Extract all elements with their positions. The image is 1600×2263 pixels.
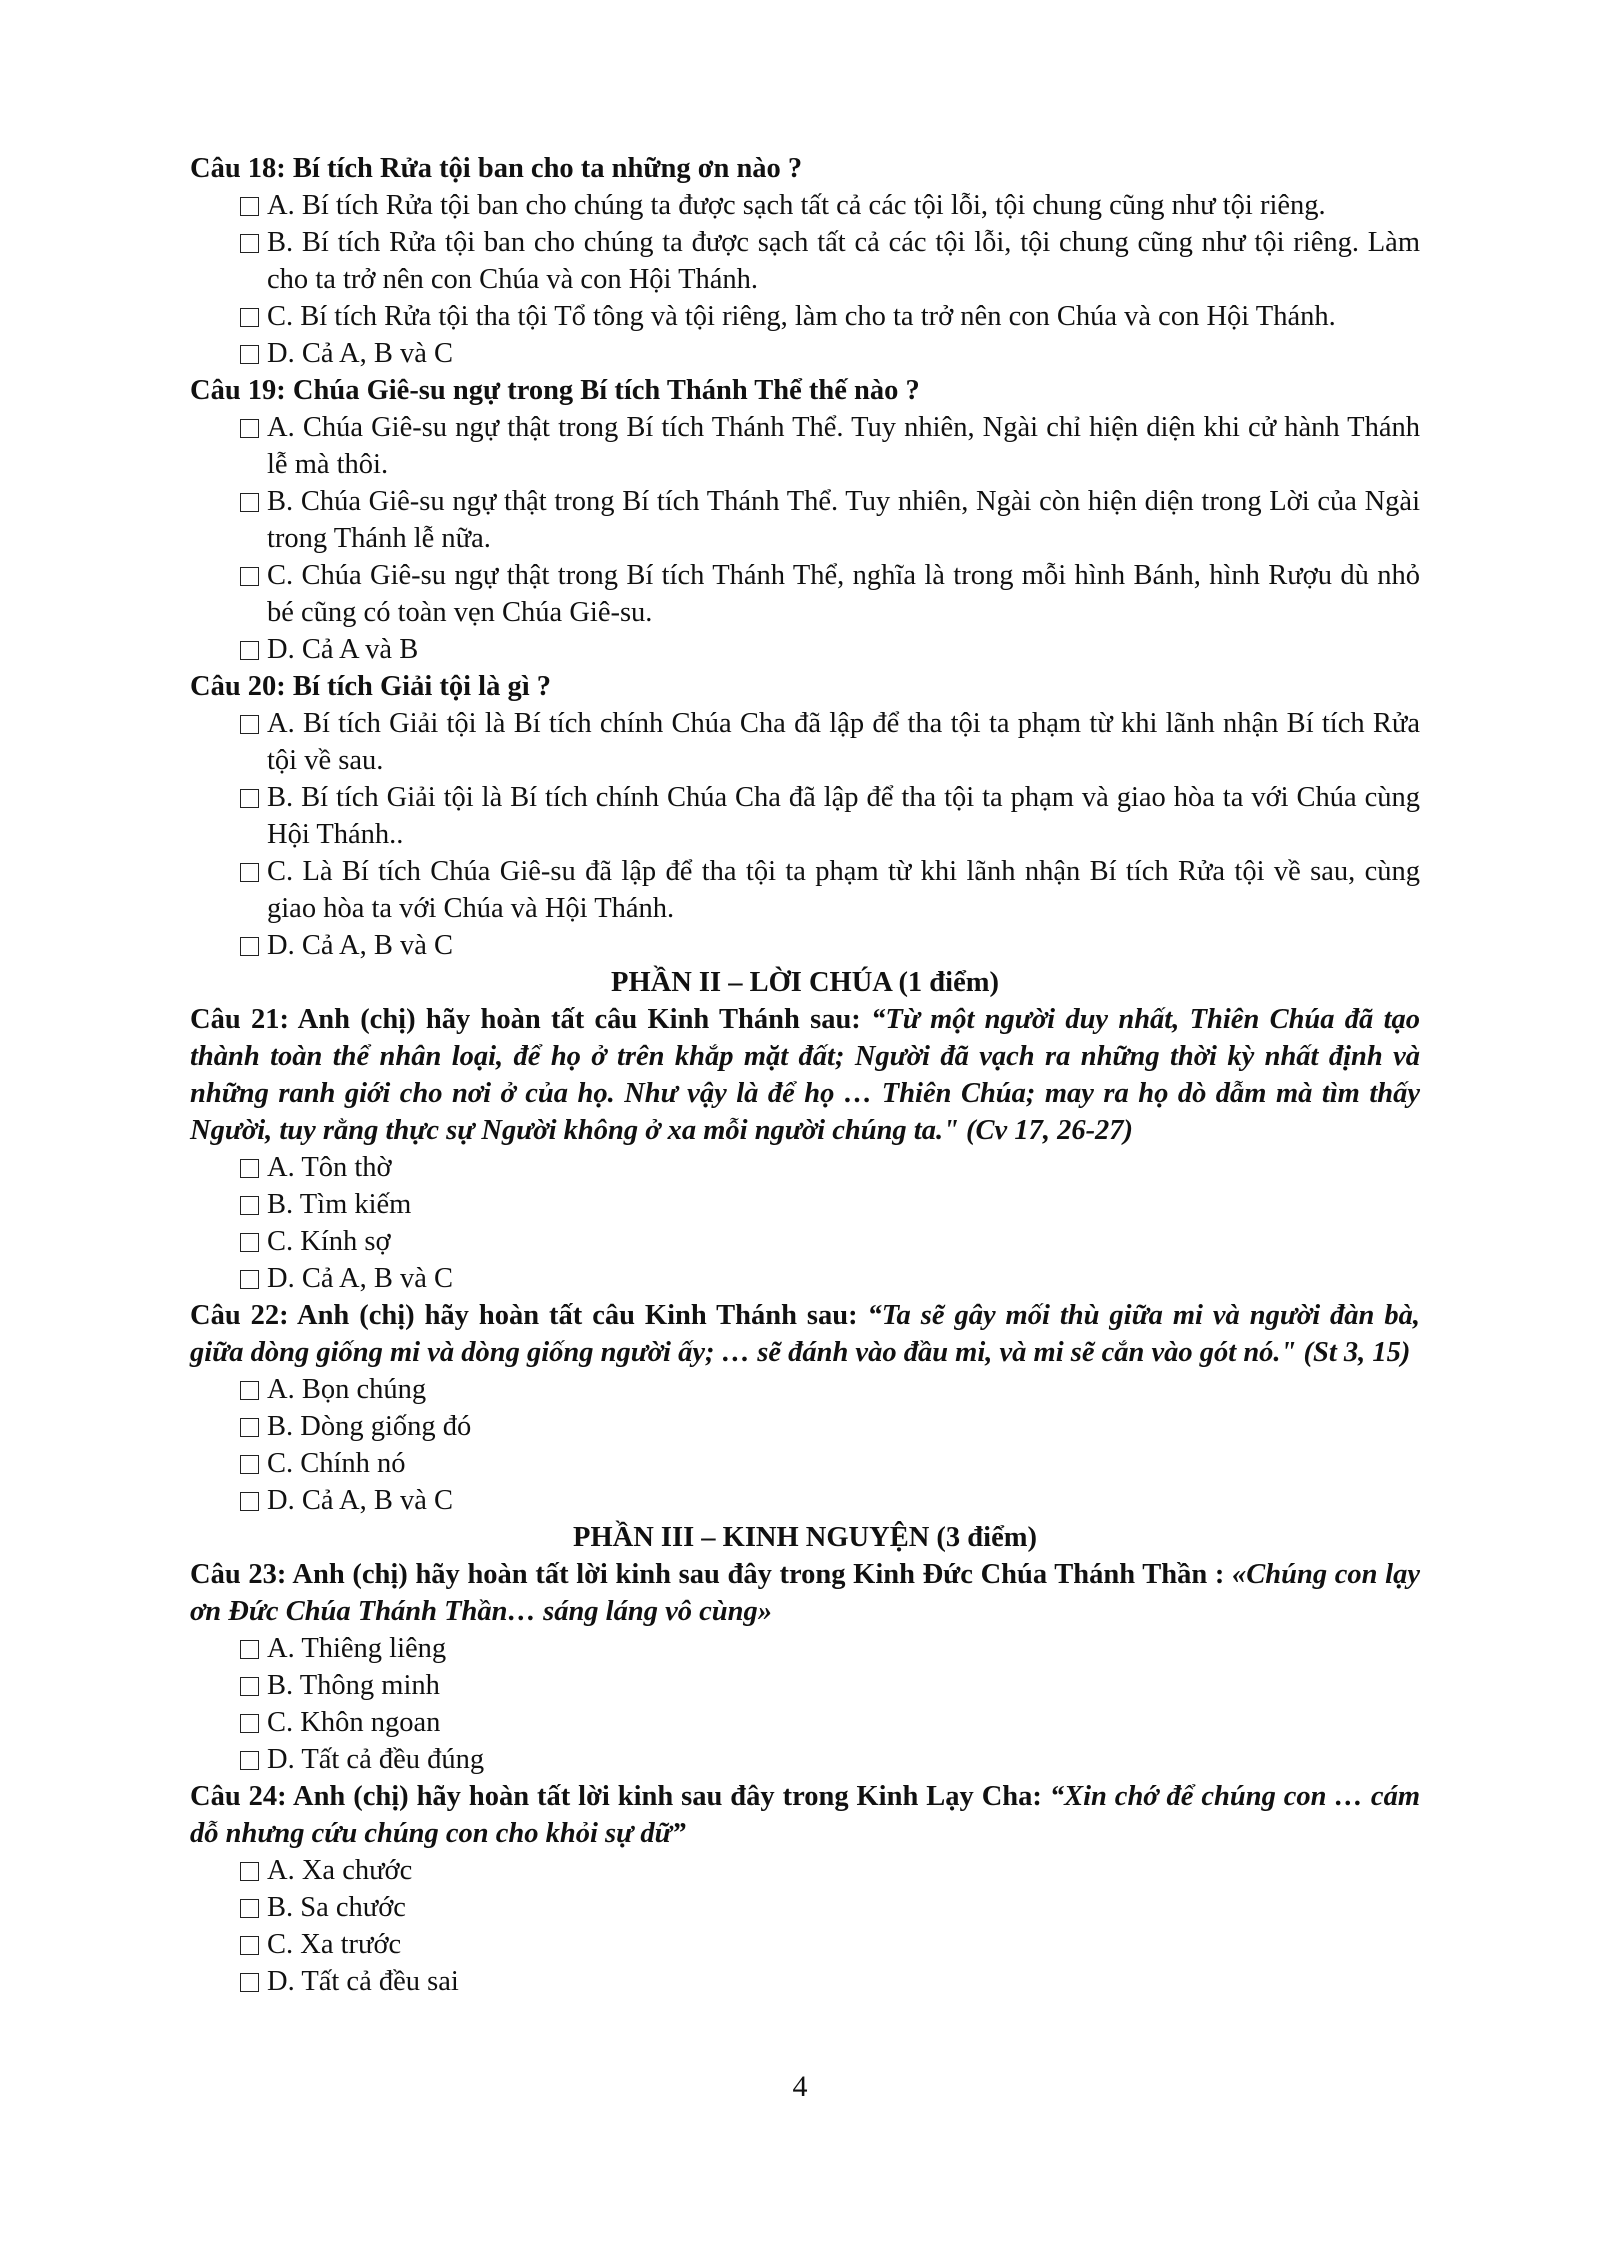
answer-option-label: A. Tôn thờ bbox=[267, 1152, 392, 1183]
answer-option[interactable] bbox=[240, 1667, 1420, 1704]
answer-option[interactable] bbox=[240, 1741, 1420, 1778]
answer-option[interactable] bbox=[240, 187, 1420, 224]
answer-option[interactable] bbox=[240, 1926, 1420, 1963]
answer-option[interactable] bbox=[240, 1630, 1420, 1667]
answer-option-label: B. Sa chước bbox=[267, 1892, 406, 1923]
answer-option-label: B. Bí tích Giải tội là Bí tích chính Chúa Cha đã lập để tha tội ta phạm và giao hòa ta với Chúa cùng Hội Thánh.. bbox=[267, 782, 1420, 850]
answer-option-label: A. Bọn chúng bbox=[267, 1374, 427, 1405]
answer-option-label: A. Bí tích Giải tội là Bí tích chính Chúa Cha đã lập để tha tội ta phạm từ khi lãnh nhận Bí tích Rửa tội về sau. bbox=[267, 708, 1420, 776]
checkbox-icon[interactable] bbox=[240, 1936, 259, 1955]
answer-option-label: A. Chúa Giê-su ngự thật trong Bí tích Thánh Thể. Tuy nhiên, Ngài chỉ hiện diện khi cử hành Thánh lễ mà thôi. bbox=[267, 412, 1420, 480]
answer-option[interactable] bbox=[240, 557, 1420, 631]
question-quote: “Xin chớ để chúng con … cám dỗ nhưng cứu chúng con cho khỏi sự dữ” bbox=[190, 1781, 1420, 1849]
checkbox-icon[interactable] bbox=[240, 419, 259, 438]
checkbox-icon[interactable] bbox=[240, 1751, 259, 1770]
checkbox-icon[interactable] bbox=[240, 1455, 259, 1474]
answer-option-label: A. Bí tích Rửa tội ban cho chúng ta được sạch tất cả các tội lỗi, tội chung cũng như tội riêng. bbox=[267, 190, 1326, 221]
checkbox-icon[interactable] bbox=[240, 1899, 259, 1918]
answer-option[interactable] bbox=[240, 1371, 1420, 1408]
answer-option-label: B. Chúa Giê-su ngự thật trong Bí tích Thánh Thể. Tuy nhiên, Ngài còn hiện diện trong Lời của Ngài trong Thánh lễ nữa. bbox=[267, 486, 1420, 554]
answer-option[interactable] bbox=[240, 705, 1420, 779]
answer-option[interactable] bbox=[240, 1223, 1420, 1260]
question-title bbox=[190, 150, 1420, 187]
checkbox-icon[interactable] bbox=[240, 493, 259, 512]
answer-option-label: D. Cả A, B và C bbox=[267, 338, 454, 369]
answer-option[interactable] bbox=[240, 1963, 1420, 2000]
answer-option[interactable] bbox=[240, 1149, 1420, 1186]
checkbox-icon[interactable] bbox=[240, 789, 259, 808]
answer-option-label: B. Tìm kiếm bbox=[267, 1189, 412, 1220]
answer-option[interactable] bbox=[240, 1260, 1420, 1297]
checkbox-icon[interactable] bbox=[240, 1862, 259, 1881]
question-title bbox=[190, 372, 1420, 409]
checkbox-icon[interactable] bbox=[240, 1714, 259, 1733]
section-heading: PHẦN II – LỜI CHÚA (1 điểm) bbox=[611, 967, 999, 998]
checkbox-icon[interactable] bbox=[240, 234, 259, 253]
answer-option[interactable] bbox=[240, 224, 1420, 298]
answer-option[interactable] bbox=[240, 409, 1420, 483]
checkbox-icon[interactable] bbox=[240, 308, 259, 327]
question-text: Câu 23: Anh (chị) hãy hoàn tất lời kinh sau đây trong Kinh Đức Chúa Thánh Thần : bbox=[190, 1559, 1233, 1590]
answer-option-label: A. Thiêng liêng bbox=[267, 1633, 447, 1664]
question-title bbox=[190, 1001, 1420, 1149]
checkbox-icon[interactable] bbox=[240, 641, 259, 660]
checkbox-icon[interactable] bbox=[240, 1418, 259, 1437]
answer-option-label: C. Là Bí tích Chúa Giê-su đã lập để tha tội ta phạm từ khi lãnh nhận Bí tích Rửa tội về sau, cùng giao hòa ta với Chúa và Hội Thánh. bbox=[267, 856, 1420, 924]
section-heading: PHẦN III – KINH NGUYỆN (3 điểm) bbox=[573, 1522, 1037, 1553]
answer-option[interactable] bbox=[240, 1889, 1420, 1926]
question-title bbox=[190, 668, 1420, 705]
page-number: 4 bbox=[792, 2070, 808, 2103]
question-text: Câu 21: Anh (chị) hãy hoàn tất câu Kinh Thánh sau: bbox=[190, 1004, 872, 1035]
answer-option-label: C. Bí tích Rửa tội tha tội Tổ tông và tội riêng, làm cho ta trở nên con Chúa và con Hội Thánh. bbox=[267, 301, 1336, 332]
checkbox-icon[interactable] bbox=[240, 715, 259, 734]
question-quote: “Từ một người duy nhất, Thiên Chúa đã tạo thành toàn thể nhân loại, để họ ở trên khắp mặt đất; Người đã vạch ra những thời kỳ nhất định và những ranh giới cho nơi ở của họ. Như vậy là để họ … Thiên Chúa; may ra họ dò dẫm mà tìm thấy Người, tuy rằng thực sự Người không ở xa mỗi người chúng ta." (Cv 17, 26-27) bbox=[190, 1004, 1420, 1146]
checkbox-icon[interactable] bbox=[240, 1677, 259, 1696]
checkbox-icon[interactable] bbox=[240, 1233, 259, 1252]
answer-option[interactable] bbox=[240, 927, 1420, 964]
answer-option-label: C. Xa trước bbox=[267, 1929, 402, 1960]
checkbox-icon[interactable] bbox=[240, 345, 259, 364]
answer-option-label: B. Dòng giống đó bbox=[267, 1411, 472, 1442]
checkbox-icon[interactable] bbox=[240, 197, 259, 216]
answer-option[interactable] bbox=[240, 1482, 1420, 1519]
answer-option-label: B. Thông minh bbox=[267, 1670, 440, 1701]
answer-option[interactable] bbox=[240, 1445, 1420, 1482]
question-text: Câu 24: Anh (chị) hãy hoàn tất lời kinh sau đây trong Kinh Lạy Cha: bbox=[190, 1781, 1050, 1812]
document-page bbox=[190, 150, 1420, 2000]
answer-option-label: C. Chính nó bbox=[267, 1448, 406, 1479]
question-text: Câu 19: Chúa Giê-su ngự trong Bí tích Thánh Thể thế nào ? bbox=[190, 375, 920, 406]
answer-option-label: A. Xa chước bbox=[267, 1855, 413, 1886]
checkbox-icon[interactable] bbox=[240, 1196, 259, 1215]
checkbox-icon[interactable] bbox=[240, 567, 259, 586]
answer-option-label: D. Tất cả đều sai bbox=[267, 1966, 459, 1997]
answer-option[interactable] bbox=[240, 1704, 1420, 1741]
answer-option-label: C. Chúa Giê-su ngự thật trong Bí tích Thánh Thể, nghĩa là trong mỗi hình Bánh, hình Rượu dù nhỏ bé cũng có toàn vẹn Chúa Giê-su. bbox=[267, 560, 1420, 628]
question-title bbox=[190, 1297, 1420, 1371]
question-text: Câu 22: Anh (chị) hãy hoàn tất câu Kinh Thánh sau: bbox=[190, 1300, 868, 1331]
answer-option-label: B. Bí tích Rửa tội ban cho chúng ta được sạch tất cả các tội lỗi, tội chung cũng như tội riêng. Làm cho ta trở nên con Chúa và con Hội Thánh. bbox=[267, 227, 1420, 295]
answer-option[interactable] bbox=[240, 298, 1420, 335]
answer-option[interactable] bbox=[240, 631, 1420, 668]
checkbox-icon[interactable] bbox=[240, 1492, 259, 1511]
checkbox-icon[interactable] bbox=[240, 1640, 259, 1659]
answer-option-label: D. Cả A, B và C bbox=[267, 1263, 454, 1294]
answer-option-label: C. Khôn ngoan bbox=[267, 1707, 441, 1738]
answer-option[interactable] bbox=[240, 779, 1420, 853]
checkbox-icon[interactable] bbox=[240, 1973, 259, 1992]
answer-option-label: D. Cả A, B và C bbox=[267, 1485, 454, 1516]
answer-option[interactable] bbox=[240, 335, 1420, 372]
question-quote: «Chúng con lạy ơn Đức Chúa Thánh Thần… sáng láng vô cùng» bbox=[190, 1559, 1420, 1627]
answer-option-label: D. Cả A, B và C bbox=[267, 930, 454, 961]
answer-option-label: D. Tất cả đều đúng bbox=[267, 1744, 485, 1775]
checkbox-icon[interactable] bbox=[240, 1381, 259, 1400]
question-quote: “Ta sẽ gây mối thù giữa mi và người đàn bà, giữa dòng giống mi và dòng giống người ấy; … sẽ đánh vào đầu mi, và mi sẽ cắn vào gót nó." (St 3, 15) bbox=[190, 1300, 1420, 1368]
question-title bbox=[190, 1556, 1420, 1630]
checkbox-icon[interactable] bbox=[240, 937, 259, 956]
question-title bbox=[190, 1778, 1420, 1852]
question-text: Câu 20: Bí tích Giải tội là gì ? bbox=[190, 671, 552, 702]
answer-option[interactable] bbox=[240, 483, 1420, 557]
answer-option-label: D. Cả A và B bbox=[267, 634, 419, 665]
answer-option[interactable] bbox=[240, 1186, 1420, 1223]
answer-option[interactable] bbox=[240, 1408, 1420, 1445]
answer-option-label: C. Kính sợ bbox=[267, 1226, 391, 1257]
checkbox-icon[interactable] bbox=[240, 1270, 259, 1289]
checkbox-icon[interactable] bbox=[240, 863, 259, 882]
answer-option[interactable] bbox=[240, 853, 1420, 927]
answer-option[interactable] bbox=[240, 1852, 1420, 1889]
checkbox-icon[interactable] bbox=[240, 1159, 259, 1178]
question-text: Câu 18: Bí tích Rửa tội ban cho ta những ơn nào ? bbox=[190, 153, 803, 184]
